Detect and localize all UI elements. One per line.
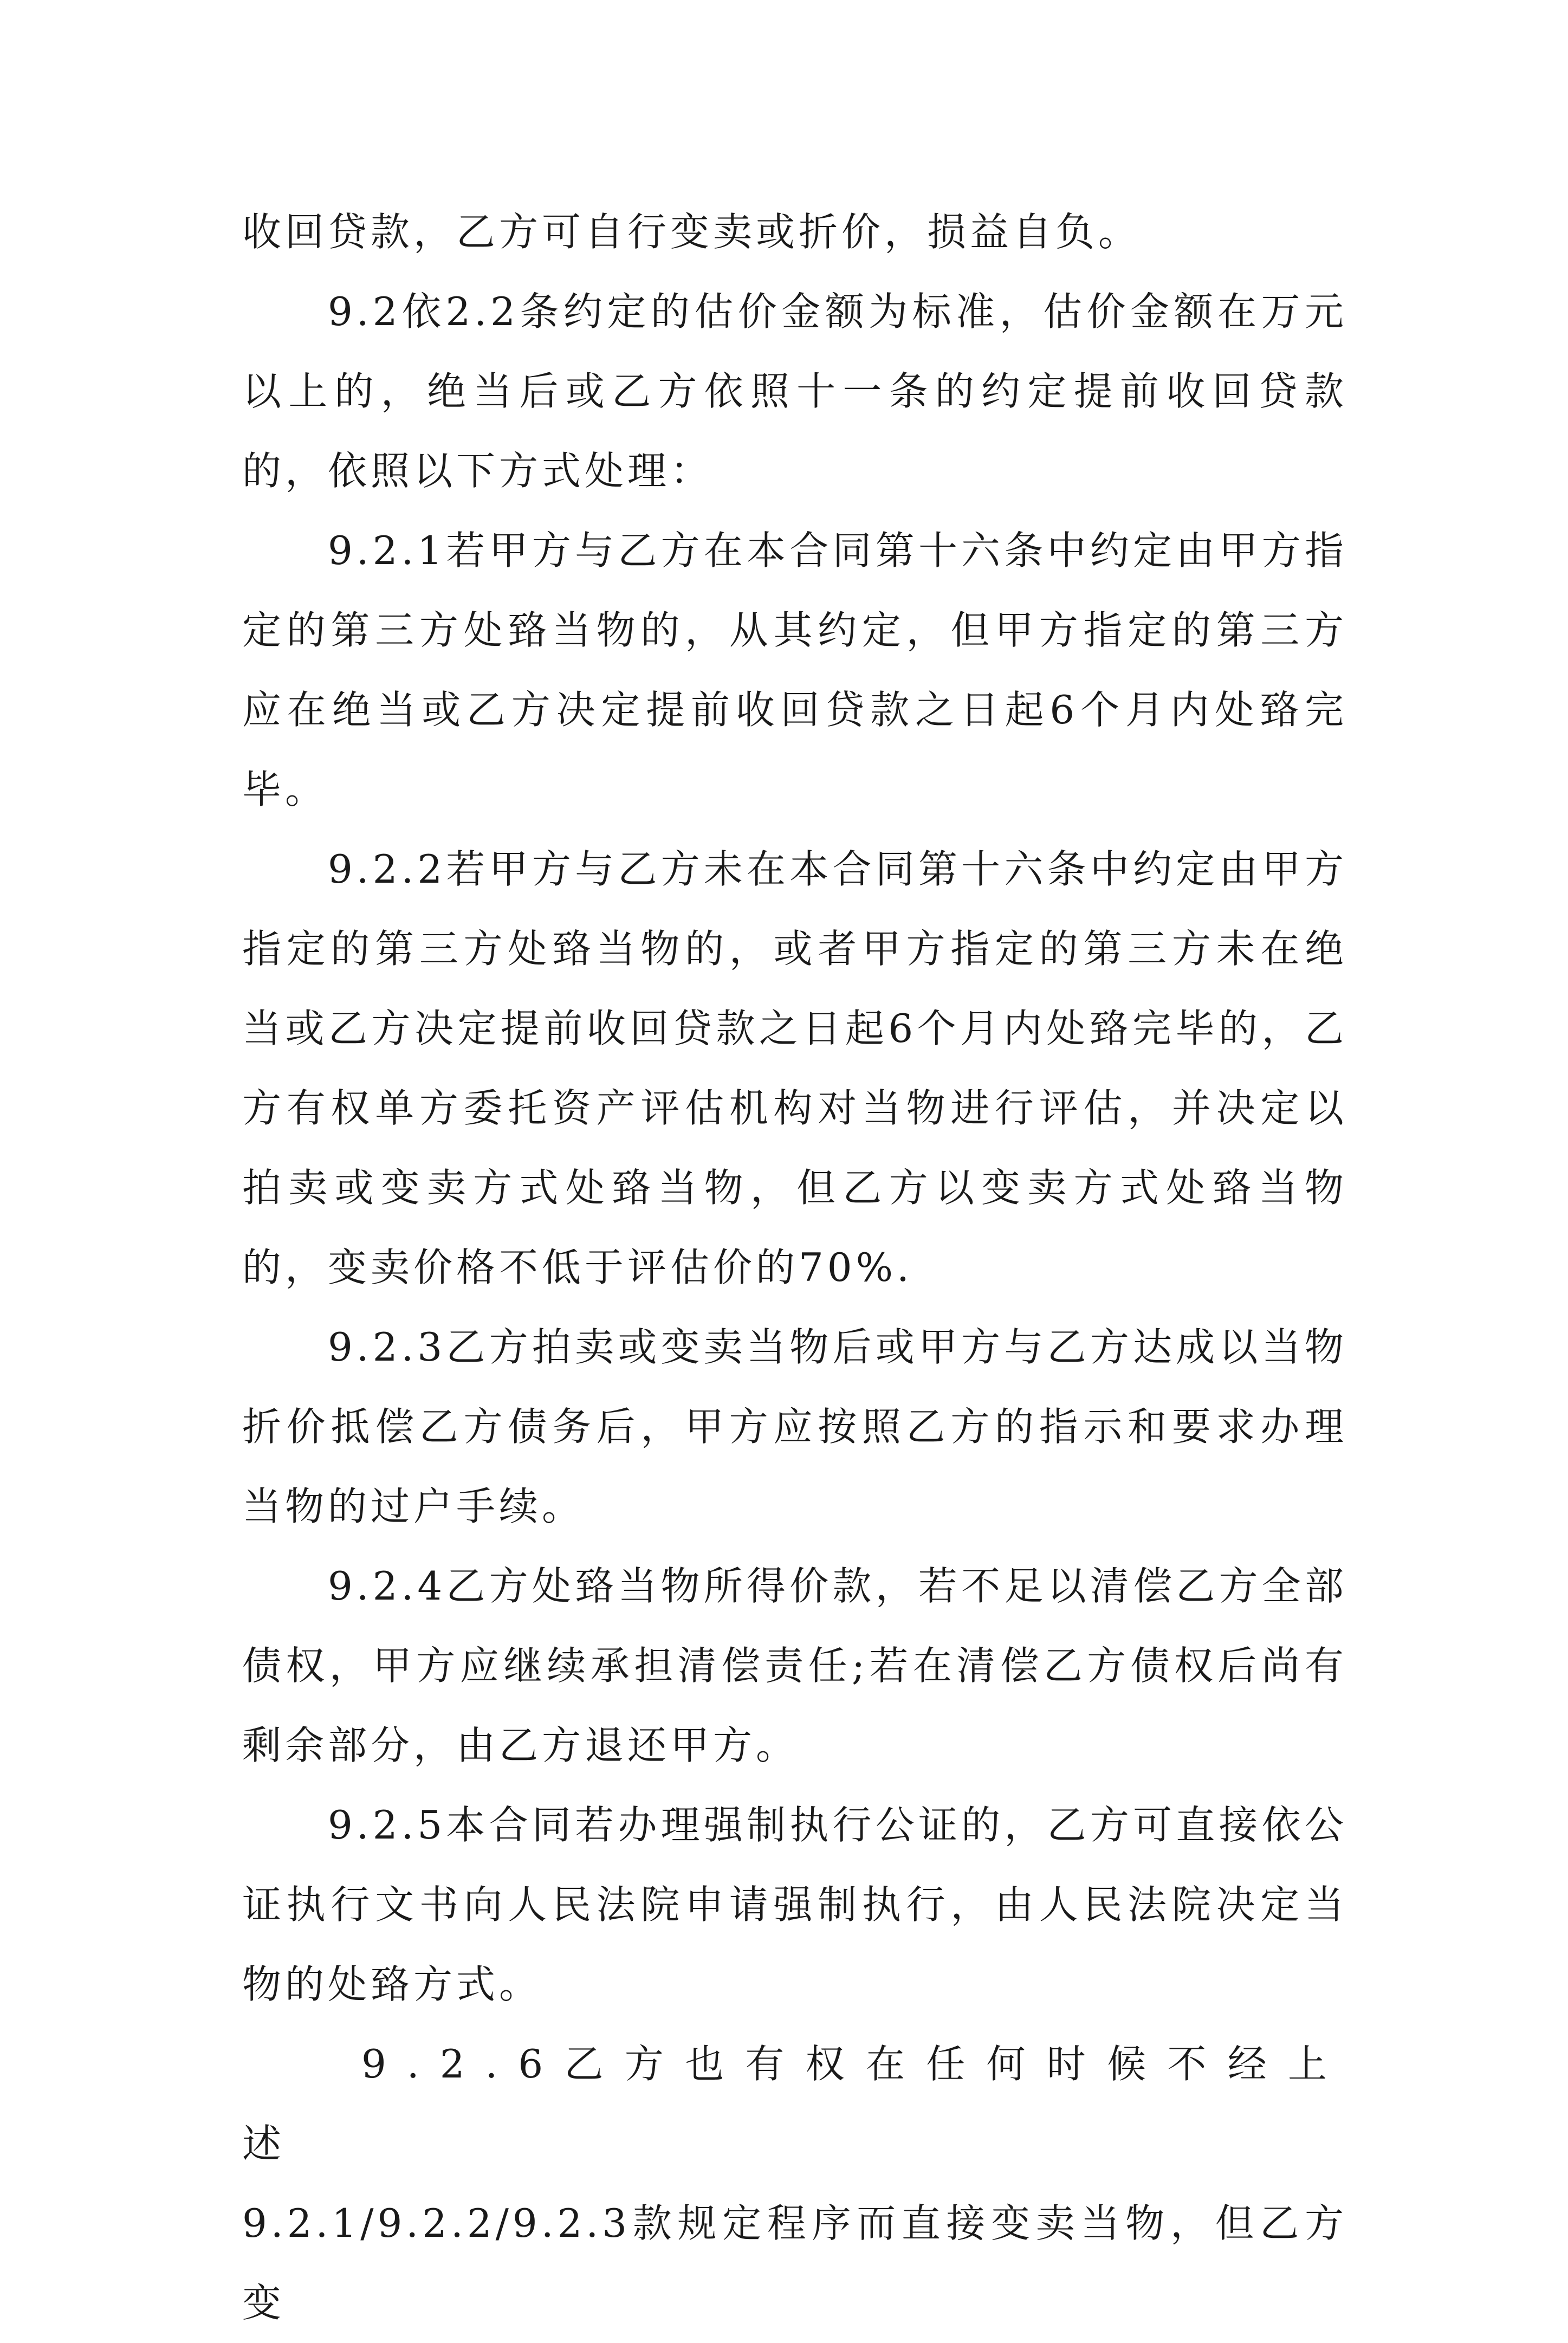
paragraph-clause-9-2-6-line-2: 9.2.1/9.2.2/9.2.3款规定程序而直接变卖当物，但乙方变 [242, 2200, 1347, 2326]
paragraph-clause-9-2-2: 9.2.2若甲方与乙方未在本合同第十六条中约定由甲方指定的第三方处臵当物的，或者甲方指定的第三方未在绝当或乙方决定提前收回贷款之日起6个月内处臵完毕的，乙方有权单方委托资产评估机构对当物进行评估，并决定以拍卖或变卖方式处臵当物，但乙方以变卖方式处臵当物的，变卖价格不低于评估价的70%. [242, 846, 1347, 1290]
paragraph-clause-9-2-3: 9.2.3乙方拍卖或变卖当物后或甲方与乙方达成以当物折价抵偿乙方债务后，甲方应按照乙方的指示和要求办理当物的过户手续。 [242, 1324, 1347, 1529]
paragraph-continuation: 收回贷款，乙方可自行变卖或折价，损益自负。 [242, 209, 1142, 255]
paragraph-clause-9-2: 9.2依2.2条约定的估价金额为标准，估价金额在万元以上的，绝当后或乙方依照十一条的约定提前收回贷款的，依照以下方式处理： [242, 289, 1347, 494]
paragraph-clause-9-2-5: 9.2.5本合同若办理强制执行公证的，乙方可直接依公证执行文书向人民法院申请强制执行，由人民法院决定当物的处臵方式。 [242, 1802, 1347, 2007]
paragraph-clause-9-2-1: 9.2.1若甲方与乙方在本合同第十六条中约定由甲方指定的第三方处臵当物的，从其约定，但甲方指定的第三方应在绝当或乙方决定提前收回贷款之日起6个月内处臵完毕。 [242, 528, 1347, 812]
paragraph-clause-9-2-6-line-1: 9.2.6乙方也有权在任何时候不经上述 [242, 2041, 1347, 2166]
contract-text-body [242, 192, 1347, 2343]
paragraph-clause-9-2-4: 9.2.4乙方处臵当物所得价款，若不足以清偿乙方全部债权，甲方应继续承担清偿责任;若在清偿乙方债权后尚有剩余部分，由乙方退还甲方。 [242, 1563, 1347, 1768]
